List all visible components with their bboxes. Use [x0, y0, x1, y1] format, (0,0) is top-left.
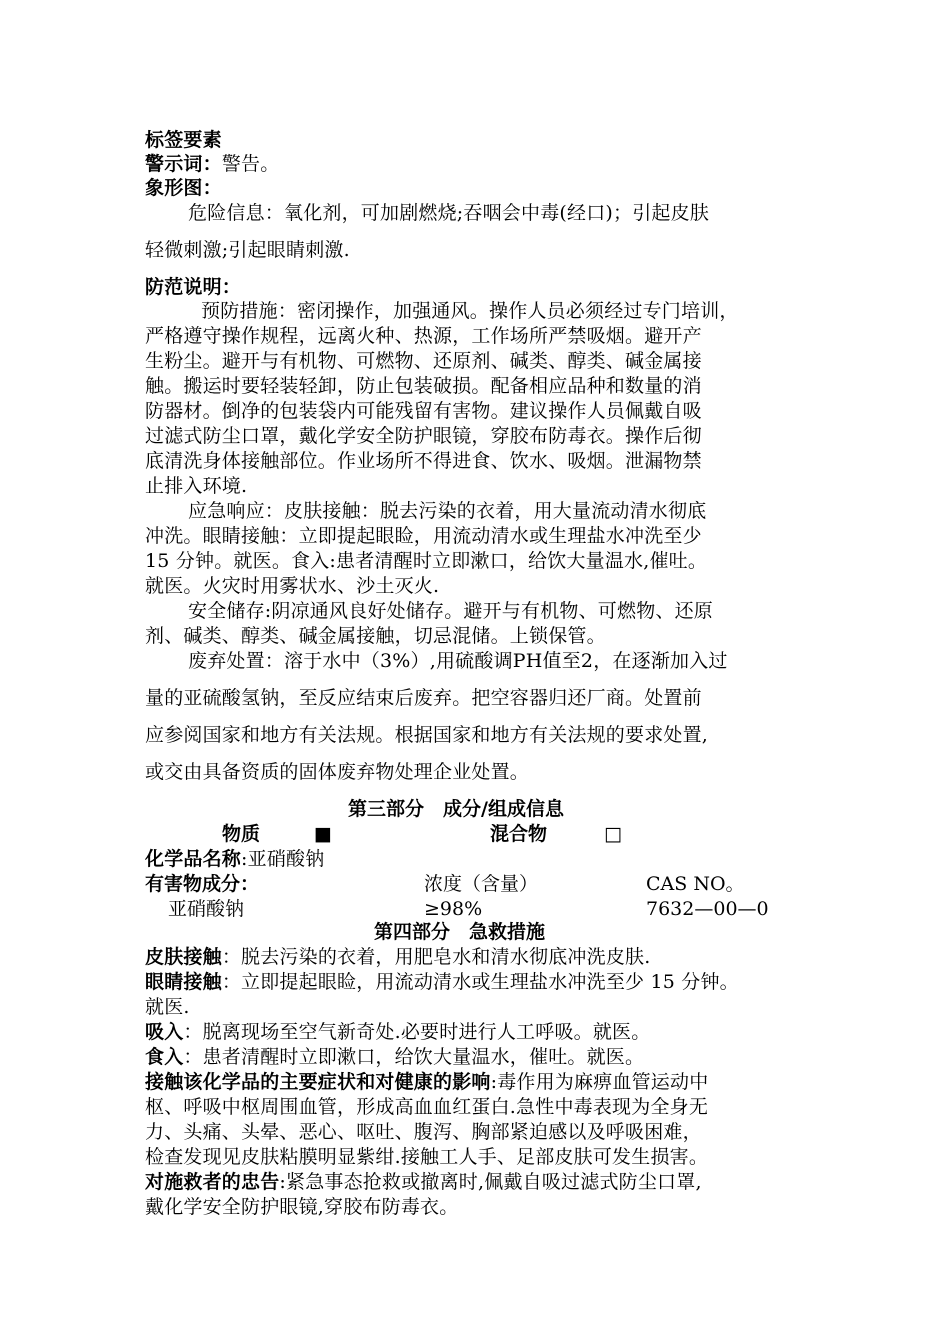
disposal-line: 废弃处置：溶于水中（3%）,用硫酸调PH值至2，在逐渐加入过: [188, 650, 728, 672]
ingestion-text: ：患者清醒时立即漱口，给饮大量温水，催吐。就医。: [183, 1046, 645, 1068]
label-elements-title: 标签要素: [145, 129, 222, 151]
prevention-line: 过滤式防尘口罩，戴化学安全防护眼镜，穿胶布防毒衣。操作后彻: [145, 425, 702, 447]
advice-text: :紧急事态抢救或撤离时,佩戴自吸过滤式防尘口罩,: [279, 1171, 702, 1193]
prevention-line: 底清洗身体接触部位。作业场所不得进食、饮水、吸烟。泄漏物禁: [145, 450, 702, 472]
symptoms-line: 力、头痛、头晕、恶心、呕吐、腹泻、胸部紧迫感以及呼吸困难，: [145, 1121, 702, 1143]
disposal-line: 应参阅国家和地方有关法规。根据国家和地方有关法规的要求处置,: [145, 724, 709, 746]
inhalation-text: ：脱离现场至空气新奇处.必要时进行人工呼吸。就医。: [183, 1021, 651, 1043]
disposal-line: 量的亚硫酸氢钠，至反应结束后废弃。把空容器归还厂商。处置前: [145, 687, 702, 709]
symptoms-line: [145, 1070, 708, 1094]
skin-contact-label: 皮肤接触: [145, 946, 222, 968]
substance-label: 物质: [222, 823, 261, 845]
hazard-info-line: 轻微刺激;引起眼睛刺激.: [145, 239, 350, 261]
response-line: 15 分钟。就医。食入:患者清醒时立即漱口，给饮大量温水,催吐。: [145, 550, 708, 572]
response-line: 冲洗。眼睛接触：立即提起眼睑，用流动清水或生理盐水冲洗至少: [145, 525, 702, 547]
prevention-line: 生粉尘。避开与有机物、可燃物、还原剂、碱类、醇类、碱金属接: [145, 350, 702, 372]
eye-contact-label: 眼睛接触: [145, 971, 222, 993]
part4-title: 第四部分 急救措施: [374, 921, 546, 943]
concentration-header: 浓度（含量）: [424, 873, 539, 895]
substance-checkbox: ■: [314, 823, 332, 845]
chem-name-value: :亚硝酸钠: [241, 848, 325, 870]
component-name: 亚硝酸钠: [168, 898, 245, 920]
mixture-label: 混合物: [490, 823, 548, 845]
component-cas: 7632—00—0: [646, 898, 769, 920]
prevention-line: 防器材。倒净的包装袋内可能残留有害物。建议操作人员佩戴自吸: [145, 400, 702, 422]
chem-name-line: [145, 847, 324, 871]
skin-contact-text: ：脱去污染的衣着，用肥皂水和清水彻底冲洗皮肤.: [221, 946, 651, 968]
storage-line: 剂、碱类、醇类、碱金属接触，切忌混储。上锁保管。: [145, 625, 606, 647]
prevention-line: 触。搬运时要轻装轻卸，防止包装破损。配备相应品种和数量的消: [145, 375, 702, 397]
chem-name-label: 化学品名称: [145, 848, 242, 870]
eye-contact-line-2: 就医.: [145, 996, 190, 1018]
cas-header: CAS NO。: [646, 873, 745, 895]
eye-contact-text: ：立即提起眼睑，用流动清水或生理盐水冲洗至少 15 分钟。: [221, 971, 739, 993]
symptoms-text: :毒作用为麻痹血管运动中: [490, 1071, 709, 1093]
ingestion-line: [145, 1045, 644, 1069]
prevention-line: 止排入环境.: [145, 475, 248, 497]
pictogram-label: 象形图：: [145, 177, 222, 199]
precautions-title: 防范说明：: [145, 276, 242, 298]
signal-word-label: 警示词：: [145, 153, 222, 175]
prevention-line: 严格遵守操作规程，远离火种、热源，工作场所严禁吸烟。避开产: [145, 325, 702, 347]
symptoms-label: 接触该化学品的主要症状和对健康的影响: [145, 1071, 491, 1093]
signal-word-line: [145, 152, 279, 176]
eye-contact-line: [145, 970, 739, 994]
storage-line: 安全储存:阴凉通风良好处储存。避开与有机物、可燃物、还原: [188, 600, 714, 622]
hazard-info-line: 危险信息：氧化剂，可加剧燃烧;吞咽会中毒(经口)；引起皮肤: [188, 202, 710, 224]
signal-word-value: 警告。: [221, 153, 280, 175]
advice-line: 戴化学安全防护眼镜,穿胶布防毒衣。: [145, 1196, 459, 1218]
component-concentration: ≥98%: [424, 898, 483, 920]
ingestion-label: 食入: [145, 1046, 184, 1068]
symptoms-line: 检查发现见皮肤粘膜明显紫绀.接触工人手、足部皮肤可发生损害。: [145, 1146, 709, 1168]
part3-title: 第三部分 成分/组成信息: [348, 798, 564, 820]
advice-label: 对施救者的忠告: [145, 1171, 280, 1193]
hazard-components-label: 有害物成分：: [145, 873, 260, 895]
disposal-line: 或交由具备资质的固体废弃物处理企业处置。: [145, 761, 530, 783]
response-line: 应急响应：皮肤接触：脱去污染的衣着，用大量流动清水彻底: [188, 500, 707, 522]
inhalation-label: 吸入: [145, 1021, 184, 1043]
response-line: 就医。火灾时用雾状水、沙土灭火.: [145, 575, 440, 597]
prevention-line: 预防措施：密闭操作，加强通风。操作人员必须经过专门培训，: [201, 300, 739, 322]
advice-line: [145, 1170, 702, 1194]
mixture-checkbox: □: [604, 823, 622, 845]
symptoms-line: 枢、呼吸中枢周围血管，形成高血血红蛋白.急性中毒表现为全身无: [145, 1096, 709, 1118]
skin-contact-line: [145, 945, 650, 969]
inhalation-line: [145, 1020, 650, 1044]
